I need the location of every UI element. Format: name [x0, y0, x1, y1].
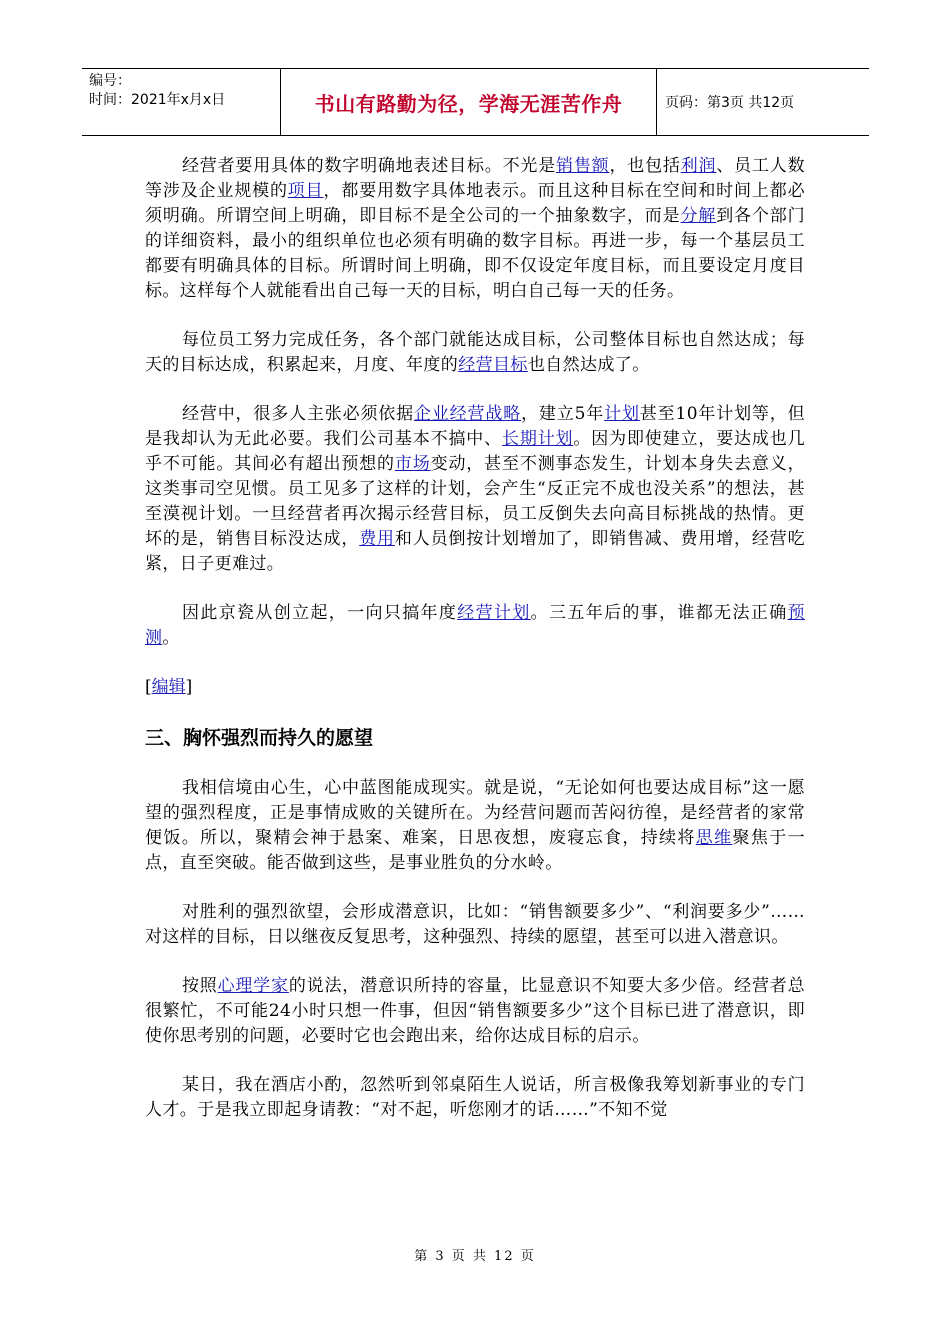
paragraph	[145, 328, 805, 378]
text-run: 甚至10年计划等，但是我却认为无此必要。我们公司基本不搞中、	[145, 404, 805, 449]
paragraph-group	[145, 154, 805, 651]
text-run: 某日，我在酒店小酌，忽然听到邻桌陌生人说话，所言极像我筹划新事业的专门人才。于是我立即起身请教：“对不起，听您刚才的话……”不知不觉	[145, 1075, 805, 1120]
text-run: 的说法，潜意识所持的容量，比显意识不知要大多少倍。经营者总很繁忙，不可能24小时只想一件事，但因“销售额要多少”这个目标已进了潜意识，即使你思考别的问题，必要时它也会跑出来，给你达成目标的启示。	[145, 976, 805, 1046]
document-body	[145, 154, 805, 1147]
paragraph	[145, 402, 805, 577]
doc-number: 编号：	[89, 73, 131, 89]
header-table	[82, 68, 869, 136]
page-footer: 第 3 页 共 12 页	[414, 1249, 536, 1264]
motto: 书山有路勤为径，学海无涯苦作舟	[314, 91, 623, 116]
inline-link[interactable]: 项目	[287, 181, 324, 201]
text-run: ，建立5年	[521, 404, 605, 424]
text-run: 变动，甚至不测事态发生，计划本身失去意义，这类事司空见惯。员工见多了这样的计划，会产生“反正完不成也没关系”的想法，甚至漠视计划。一旦经营者再次揭示经营目标，员工反倒失去向高目标挑战的热情。更坏的是，销售目标没达成，	[145, 454, 805, 549]
text-run: 因此京瓷从创立起，一向只搞年度	[182, 603, 458, 623]
text-run: 对胜利的强烈欲望，会形成潜意识，比如：“销售额要多少”、“利润要多少”……对这样的目标，日以继夜反复思考，这种强烈、持续的愿望，甚至可以进入潜意识。	[145, 902, 805, 947]
header-meta	[82, 69, 280, 135]
doc-date: 时间：2021年x月x日	[89, 92, 226, 108]
text-run: 也自然达成了。	[527, 355, 650, 375]
section-heading: 三、胸怀强烈而持久的愿望	[145, 727, 374, 749]
text-run: 按照	[182, 976, 218, 996]
page-info: 页码：第3页 共12页	[665, 95, 795, 111]
text-run: 我相信境由心生，心中蓝图能成现实。就是说，“无论如何也要达成目标”这一愿望的强烈程度，正是事情成败的关键所在。为经营问题而苦闷彷徨，是经营者的家常便饭。所以，聚精会神于悬案、难案，日思夜想，废寝忘食，持续将	[145, 778, 805, 848]
text-run: 。因为即使建立，要达成也几乎不可能。其间必有超出预想的	[145, 429, 806, 474]
inline-link[interactable]: 利润	[680, 156, 717, 176]
text-run: ，都要用数字具体地表示。而且这种目标在空间和时间上都必须明确。所谓空间上明确，即目标不是全公司的一个抽象数字，而是	[145, 181, 805, 226]
text-run: 。	[162, 628, 180, 648]
inline-link[interactable]: 销售额	[556, 156, 610, 176]
inline-link[interactable]: 心理学家	[217, 976, 289, 996]
text-run: 聚焦于一点，直至突破。能否做到这些，是事业胜负的分水岭。	[145, 828, 805, 873]
inline-link[interactable]: 长期计划	[502, 429, 574, 449]
paragraph-group	[145, 776, 805, 1123]
text-run: ，也包括	[609, 156, 681, 176]
inline-link[interactable]: 预测	[145, 603, 805, 648]
inline-link[interactable]: 费用	[359, 529, 395, 549]
edit-link-wrapper	[145, 675, 805, 700]
text-run: 每位员工努力完成任务，各个部门就能达成目标，公司整体目标也自然达成；每天的目标达成，积累起来，月度、年度的	[145, 330, 805, 375]
paragraph	[145, 154, 805, 304]
bracket-open: [	[145, 677, 152, 697]
paragraph	[145, 776, 805, 876]
bracket-close: ]	[185, 677, 193, 697]
edit-link[interactable]: 编辑	[151, 677, 186, 697]
inline-link[interactable]: 计划	[604, 404, 640, 424]
text-run: 。三五年后的事，谁都无法正确	[530, 603, 788, 623]
inline-link[interactable]: 企业经营战略	[413, 404, 522, 424]
inline-link[interactable]: 思维	[695, 828, 733, 848]
text-run: 经营中，很多人主张必须依据	[182, 404, 414, 424]
inline-link[interactable]: 分解	[680, 206, 717, 226]
inline-link[interactable]: 经营计划	[457, 603, 531, 623]
inline-link[interactable]: 市场	[394, 454, 431, 474]
text-run: 到各个部门的详细资料，最小的组织单位也必须有明确的数字目标。再进一步，每一个基层员工都要有明确具体的目标。所谓时间上明确，即不仅设定年度目标，而且要设定月度目标。这样每个人就能看出自己每一天的目标，明白自己每一天的任务。	[145, 206, 806, 301]
text-run: 经营者要用具体的数字明确地表述目标。不光是	[182, 156, 557, 176]
paragraph	[145, 601, 805, 651]
inline-link[interactable]: 经营目标	[458, 355, 528, 375]
paragraph	[145, 900, 805, 950]
text-run: 、员工人数等涉及企业规模的	[145, 156, 805, 201]
paragraph	[145, 1073, 805, 1123]
text-run: 和人员倒按计划增加了，即销售减、费用增，经营吃紧，日子更难过。	[145, 529, 805, 574]
paragraph	[145, 974, 805, 1049]
